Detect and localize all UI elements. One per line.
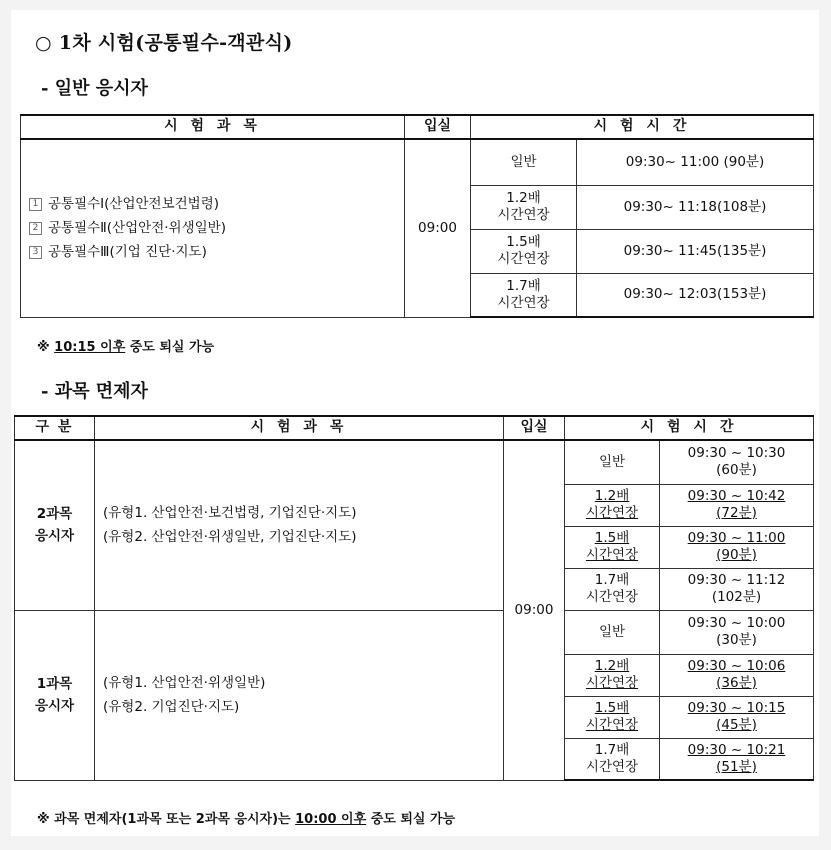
exam-time: 09:30 ~ 10:00 (30분) [660, 610, 814, 654]
exempt-subheading: - 과목 면제자 [41, 381, 148, 402]
extension-type: 일반 [565, 440, 660, 484]
list-item: 2 공통필수Ⅱ(산업안전·위생일반) [29, 216, 404, 240]
general-subject-list [21, 139, 405, 317]
list-item: 3 공통필수Ⅲ(기업 진단·지도) [29, 240, 404, 264]
list-item: (유형2. 산업안전·위생일반, 기업진단·지도) [103, 529, 357, 546]
header-time: 시 험 시 간 [471, 115, 814, 139]
group-subjects [95, 610, 504, 780]
entry-time: 09:00 [504, 440, 565, 780]
exam-time: 09:30 ~ 10:42 (72분) [660, 484, 814, 526]
header-time: 시 험 시 간 [565, 416, 814, 440]
header-entry: 입실 [405, 115, 471, 139]
exam-time: 09:30 ~ 11:00 (90분) [660, 526, 814, 568]
header-entry: 입실 [504, 416, 565, 440]
general-subheading: - 일반 응시자 [41, 78, 148, 99]
exam-time: 09:30 ~ 10:15 (45분) [660, 696, 814, 738]
extension-type: 1.7배 시간연장 [471, 273, 577, 317]
table-header-row [21, 115, 814, 139]
list-item: 1 공통필수Ⅰ(산업안전보건법령) [29, 192, 404, 216]
exam-time: 09:30 ~ 10:06 (36분) [660, 654, 814, 696]
group-label: 2과목 응시자 [15, 440, 95, 610]
number-box-icon: 2 [29, 222, 42, 235]
extension-type: 1.7배 시간연장 [565, 738, 660, 780]
list-item: (유형1. 산업안전·위생일반) [103, 675, 266, 691]
exam-time: 09:30 ~ 10:21 (51분) [660, 738, 814, 780]
header-subject: 시 험 과 목 [21, 115, 405, 139]
document-page [11, 10, 819, 836]
extension-type: 일반 [471, 139, 577, 185]
exam-time: 09:30~ 11:45(135분) [577, 229, 814, 273]
exempt-note: ※ 과목 면제자(1과목 또는 2과목 응시자)는 10:00 이후 중도 퇴실 가능 [37, 812, 456, 827]
exempt-schedule-table [14, 415, 814, 781]
entry-time: 09:00 [405, 139, 471, 317]
header-subject: 시 험 과 목 [95, 416, 504, 440]
group-label: 1과목 응시자 [15, 610, 95, 780]
exam-time: 09:30~ 11:18(108분) [577, 185, 814, 229]
list-item: (유형1. 산업안전·보건법령, 기업진단·지도) [103, 505, 357, 522]
exam-time: 09:30 ~ 10:30 (60분) [660, 440, 814, 484]
number-box-icon: 3 [29, 246, 42, 259]
table-header-row [15, 416, 814, 440]
extension-type: 1.2배 시간연장 [565, 484, 660, 526]
general-note: ※ 10:15 이후 중도 퇴실 가능 [37, 340, 215, 355]
header-category: 구 분 [15, 416, 95, 440]
exam-time: 09:30~ 12:03(153분) [577, 273, 814, 317]
extension-type: 1.2배 시간연장 [565, 654, 660, 696]
extension-type: 1.5배 시간연장 [471, 229, 577, 273]
extension-type: 일반 [565, 610, 660, 654]
group-subjects [95, 440, 504, 610]
general-schedule-table [20, 114, 814, 318]
extension-type: 1.5배 시간연장 [565, 696, 660, 738]
number-box-icon: 1 [29, 198, 42, 211]
exam-time: 09:30 ~ 11:12 (102분) [660, 568, 814, 610]
section-heading: ○ 1차 시험(공통필수-객관식) [35, 32, 293, 54]
extension-type: 1.5배 시간연장 [565, 526, 660, 568]
list-item: (유형2. 기업진단·지도) [103, 699, 240, 715]
exam-time: 09:30~ 11:00 (90분) [577, 139, 814, 185]
extension-type: 1.2배 시간연장 [471, 185, 577, 229]
extension-type: 1.7배 시간연장 [565, 568, 660, 610]
